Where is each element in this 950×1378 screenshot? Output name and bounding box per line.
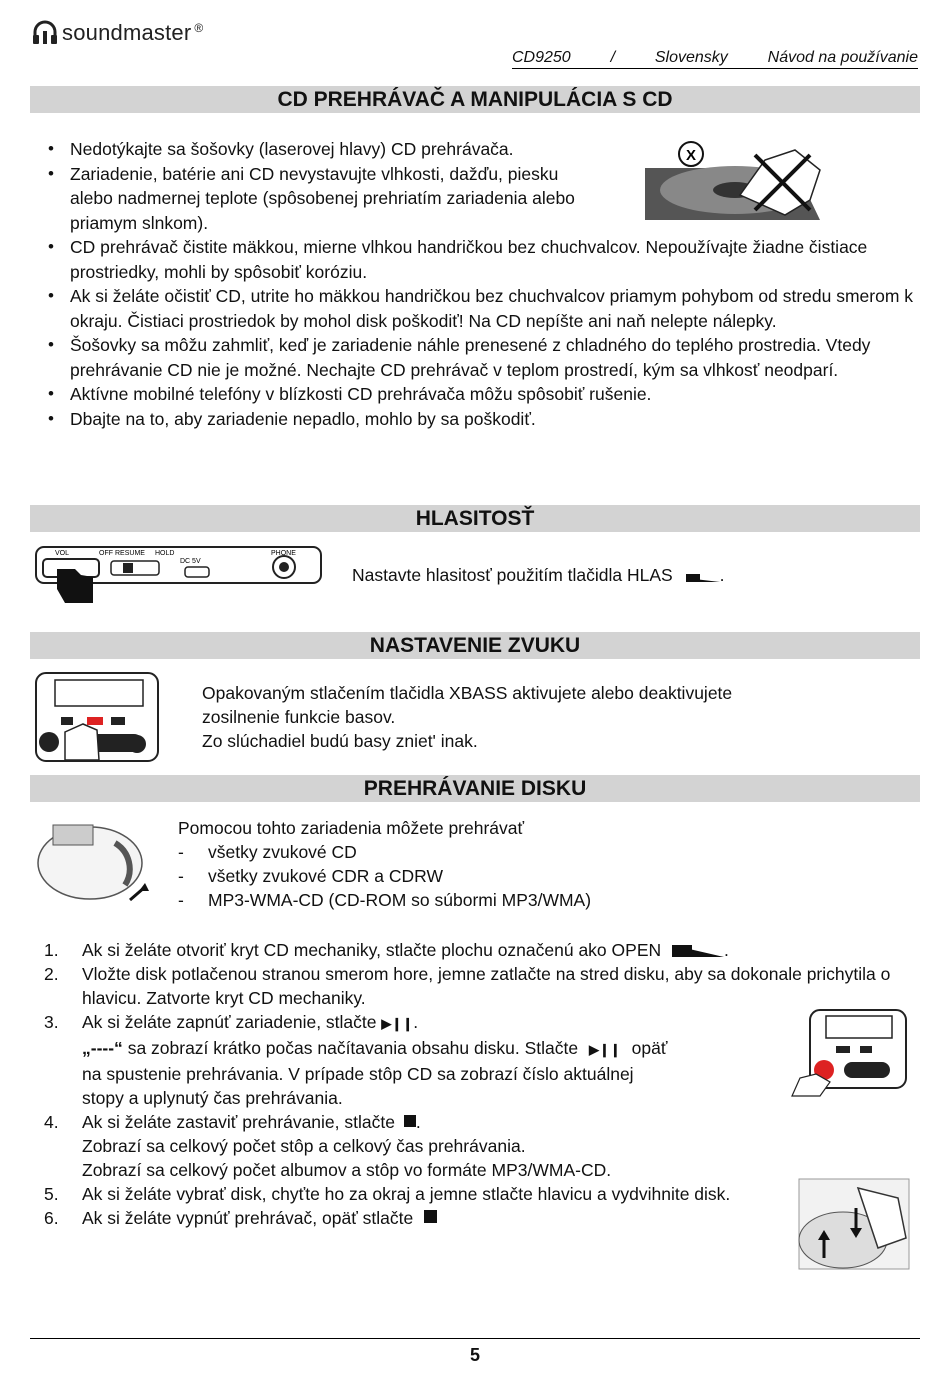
playback-intro-line: Pomocou tohto zariadenia môžete prehrávať — [178, 818, 525, 838]
sound-instructions — [202, 681, 732, 753]
language-label: Slovensky — [654, 49, 728, 66]
format-item: - MP3-WMA-CD (CD-ROM so súbormi MP3/WMA) — [178, 890, 592, 910]
section-title-sound: NASTAVENIE ZVUKU — [30, 632, 920, 659]
playback-steps — [30, 938, 920, 1230]
soundmaster-logo-icon — [32, 21, 58, 45]
open-lid-illustration — [35, 815, 150, 910]
volume-panel-illustration — [35, 545, 325, 610]
xbass-panel-illustration — [35, 672, 160, 767]
volume-ramp-icon — [686, 570, 720, 582]
svg-text:RESUME: RESUME — [115, 550, 145, 557]
header-rule — [512, 68, 918, 69]
play-pause-icon: ▶❙❙ — [381, 1016, 414, 1031]
svg-text:PHONE: PHONE — [271, 550, 296, 557]
list-item: • Zariadenie, batérie ani CD nevystavujte vlhkosti, dažďu, piesku alebo nadmernej teplote (spôsobenej prehriatím zariadenia alebo priamym slnkom). — [30, 162, 590, 236]
list-item: • Ak si želáte očistiť CD, utrite ho mäkkou handričkou bez chuchvalcov priamym pohybom od stredu smerom k okraju. Čistiaci prostriedok by mohol disk poškodiť! Na CD nepíšte ani naň nelepte nálepky. — [30, 284, 920, 333]
brand-logo — [32, 20, 203, 46]
format-item: - všetky zvukové CD — [178, 842, 357, 862]
list-item: • Šošovky sa môžu zahmliť, keď je zariadenie náhle prenesené z chladného do teplého prostredia. Vtedy prehrávanie CD nie je možné. Nechajte CD prehrávač v teplom prostredí, kým sa vlhkosť neodparí. — [30, 333, 920, 382]
sound-line: Opakovaným stlačením tlačidla XBASS aktivujete alebo deaktivujete — [202, 683, 733, 703]
play-button-illustration — [790, 1008, 910, 1103]
svg-text:DC 5V: DC 5V — [180, 558, 201, 565]
doc-type-label: Návod na používanie — [767, 49, 918, 66]
x-mark-label: X — [685, 147, 697, 164]
step-item: 5. Ak si želáte vybrať disk, chyťte ho za okraj a jemne stlačte hlavicu a vydvihnite disk. — [44, 1184, 731, 1204]
remove-disc-illustration — [798, 1178, 910, 1275]
list-item: • CD prehrávač čistite mäkkou, mierne vlhkou handričkou bez chuchvalcov. Nepoužívajte žiadne čistiace prostriedky, mohli by spôsobiť koróziu. — [30, 235, 920, 284]
playback-intro — [178, 816, 591, 912]
stop-icon — [404, 1115, 416, 1127]
step-item: 2. Vložte disk potlačenou stranou smerom hore, jemne zatlačte na stred disku, aby sa dokonale prichytila o hlavicu. Zatvorte kryt CD mechaniky. — [44, 964, 891, 1008]
brand-name: soundmaster ® — [62, 20, 204, 45]
volume-instruction: Nastavte hlasitosť použitím tlačidla HLAS . — [352, 565, 725, 585]
sound-line: Zo slúchadiel budú basy zniet' inak. — [202, 731, 478, 751]
stop-icon — [424, 1210, 437, 1223]
section-title-volume: HLASITOSŤ — [30, 505, 920, 532]
svg-text:VOL: VOL — [55, 550, 70, 557]
list-item: • Nedotýkajte sa šošovky (laserovej hlavy) CD prehrávača. — [30, 137, 920, 162]
section-title-playback: PREHRÁVANIE DISKU — [30, 775, 920, 802]
model-label: CD9250 — [512, 49, 571, 66]
list-item: • Dbajte na to, aby zariadenie nepadlo, mohlo by sa poškodiť. — [30, 407, 920, 432]
header-meta — [512, 49, 918, 67]
page-number: 5 — [469, 1345, 480, 1365]
list-item: • Aktívne mobilné telefóny v blízkosti CD prehrávača môžu spôsobiť rušenie. — [30, 382, 920, 407]
open-ramp-icon — [672, 945, 724, 957]
step-item: 3. Ak si želáte zapnúť zariadenie, stlačte ▶❙❙. „----“ sa zobrazí krátko počas načítavania obsahu disku. Stlačte ▶❙❙ opäť na spustenie prehrávania. V prípade stôp CD sa zobrazí číslo aktuálnej stopy a uplynutý čas prehrávania. — [44, 1012, 668, 1108]
svg-text:HOLD: HOLD — [155, 550, 175, 557]
play-pause-icon: ▶❙❙ — [588, 1042, 621, 1057]
step-item: 6. Ak si želáte vypnúť prehrávač, opäť stlačte — [30, 1206, 920, 1230]
footer-rule — [30, 1338, 920, 1339]
section-title-cd-care: CD PREHRÁVAČ A MANIPULÁCIA S CD — [30, 86, 920, 113]
step-item: 1. Ak si želáte otvoriť kryt CD mechaniky, stlačte plochu označenú ako OPEN . — [44, 940, 729, 960]
sound-line: zosilnenie funkcie basov. — [202, 707, 396, 727]
header-separator: / — [610, 49, 616, 66]
step-item: 4. Ak si želáte zastaviť prehrávanie, stlačte . Zobrazí sa celkový počet stôp a celkový čas prehrávania. Zobrazí sa celkový počet albumov a stôp vo formáte MP3/WMA-CD. — [44, 1112, 612, 1180]
format-item: - všetky zvukové CDR a CDRW — [178, 866, 444, 886]
no-touch-lens-illustration — [645, 140, 825, 230]
svg-text:OFF: OFF — [99, 550, 113, 557]
